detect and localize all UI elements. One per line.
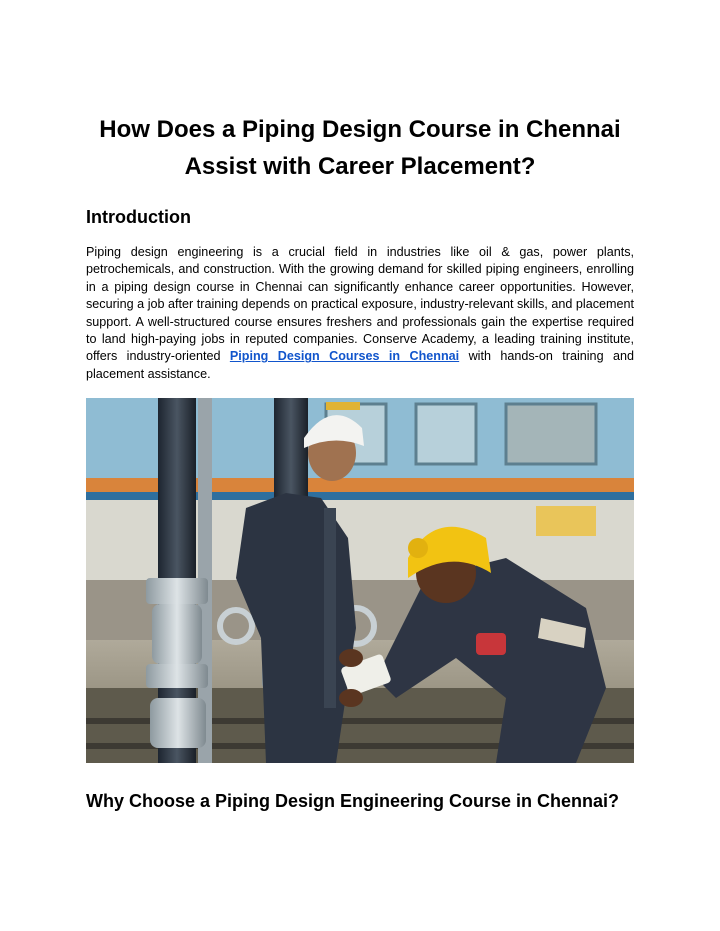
- intro-text-before-link: Piping design engineering is a crucial field in industries like oil & gas, power plants, petrochemicals, and construction. With the growing demand for skilled piping engineers, enrolling in a piping design course in Chennai can significantly enhance career opportunities. However, securing a job after training depends on practical exposure, industry-relevant skills, and placement support. A well-structured course ensures freshers and professionals gain the expertise required to land high-paying jobs in reputed companies. Conserve Academy, a leading training institute, offers industry-oriented: [86, 245, 634, 364]
- page-title: How Does a Piping Design Course in Chennai Assist with Career Placement?: [99, 116, 621, 180]
- piping-design-courses-link[interactable]: Piping Design Courses in Chennai: [229, 349, 460, 364]
- engineers-valves-photo: [86, 398, 634, 763]
- introduction-heading: Introduction: [86, 207, 191, 227]
- photo-illustration: [86, 398, 634, 763]
- introduction-paragraph: [86, 244, 634, 383]
- why-choose-heading: Why Choose a Piping Design Engineering Course in Chennai?: [86, 791, 620, 811]
- intro-text-after-link: with hands-on training and placement assistance.: [86, 349, 634, 381]
